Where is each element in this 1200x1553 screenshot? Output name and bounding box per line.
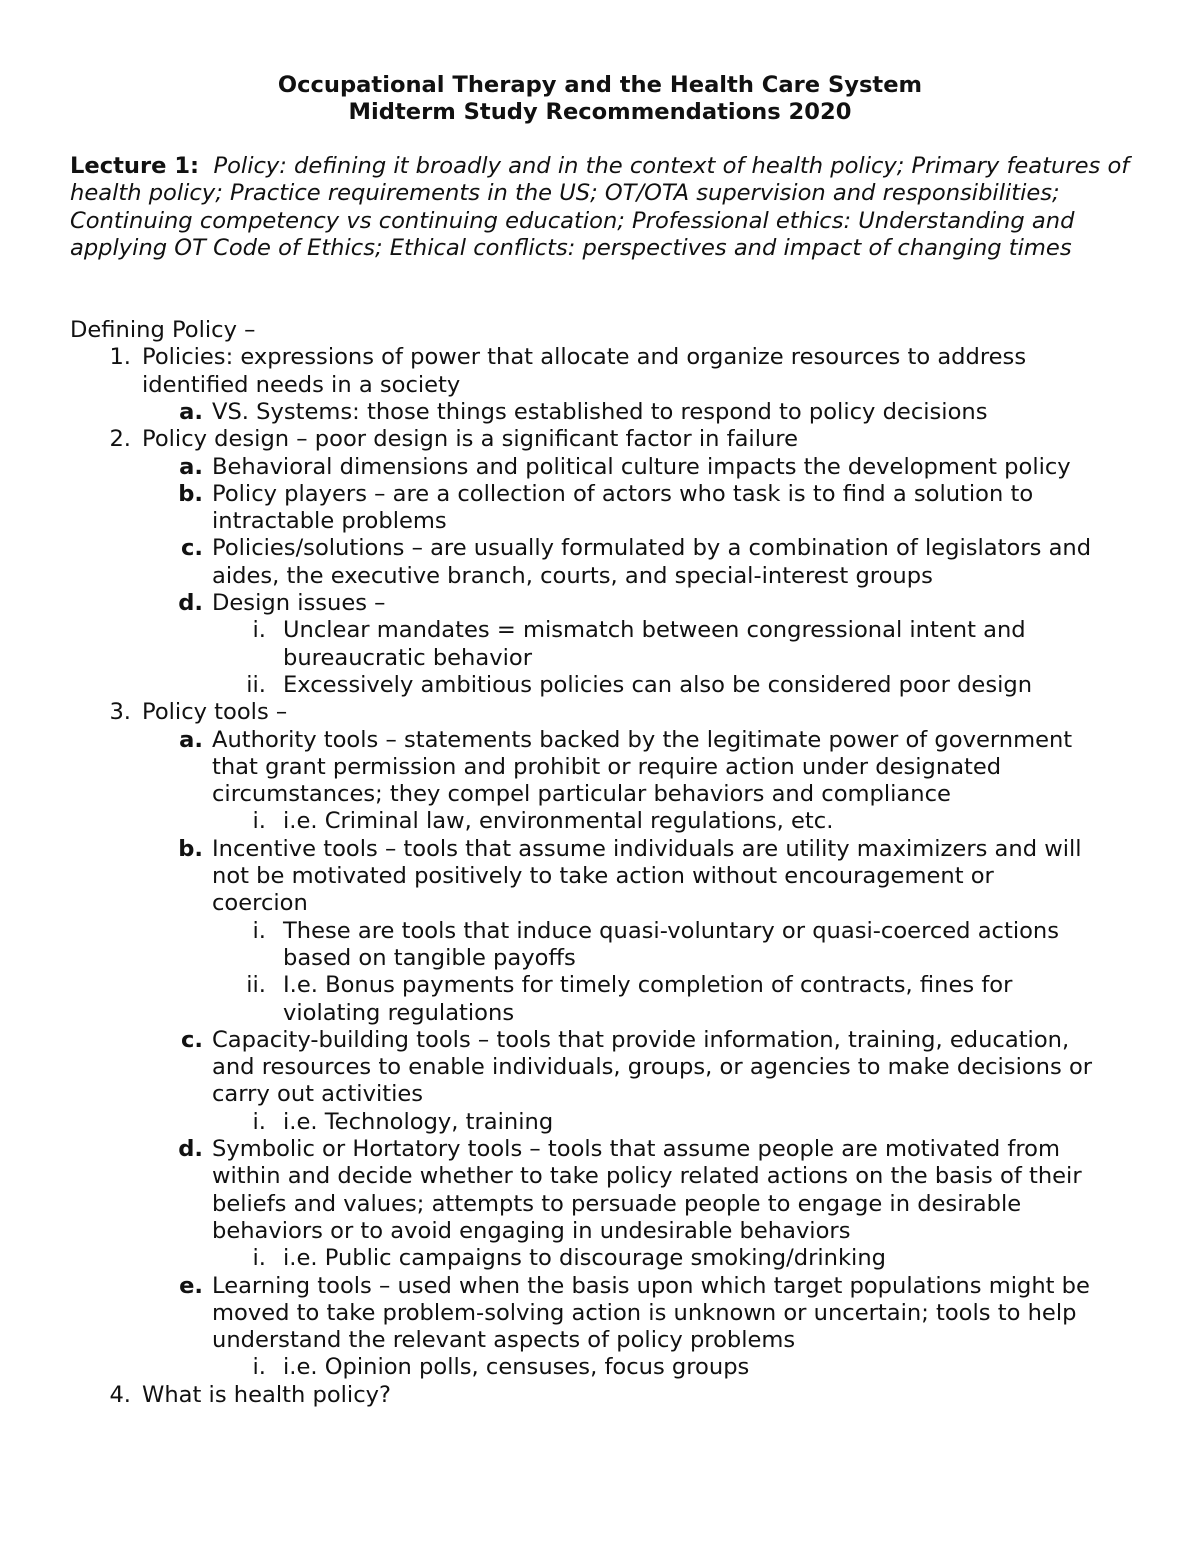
- sublist-item-text: within and decide whether to take policy related actions on the basis of their: [212, 1163, 1082, 1190]
- lecture-summary: [70, 153, 1140, 263]
- sublist-item-letter: c.: [181, 1026, 203, 1053]
- sublist-item-letter: b.: [178, 480, 203, 507]
- list-item-text: Policy tools –: [142, 699, 288, 726]
- subsublist-item-text: i.e. Opinion polls, censuses, focus groups: [283, 1354, 750, 1381]
- list-item-text: Policy design – poor design is a significant factor in failure: [142, 426, 799, 453]
- subsublist-item-text: These are tools that induce quasi-voluntary or quasi-coerced actions: [283, 917, 1060, 944]
- sublist-item-text: coercion: [212, 890, 308, 917]
- sublist-item-text: VS. Systems: those things established to respond to policy decisions: [212, 398, 988, 425]
- sublist-item-text: Learning tools – used when the basis upon which target populations might be: [212, 1272, 1090, 1299]
- subsublist-item-text: i.e. Technology, training: [283, 1108, 554, 1135]
- subsublist-item-numeral: i.: [252, 1108, 266, 1135]
- sublist-item-text: carry out activities: [212, 1081, 424, 1108]
- sublist-item-letter: a.: [179, 398, 203, 425]
- list-item-number: 4.: [109, 1381, 131, 1408]
- sublist-item-text: understand the relevant aspects of policy problems: [212, 1327, 796, 1354]
- sublist-item-text: Symbolic or Hortatory tools – tools that assume people are motivated from: [212, 1136, 1061, 1162]
- sublist-item-text: not be motivated positively to take action without encouragement or: [212, 863, 994, 889]
- subsublist-item-numeral: ii.: [246, 671, 266, 698]
- sublist-item-text: Behavioral dimensions and political culture impacts the development policy: [212, 453, 1071, 480]
- sublist-item-letter: c.: [181, 535, 203, 562]
- subsublist-item-text: i.e. Public campaigns to discourage smoking/drinking: [283, 1245, 886, 1272]
- subsublist-item-text: Excessively ambitious policies can also be considered poor design: [283, 671, 1033, 698]
- subsublist-item-numeral: i.: [252, 808, 266, 835]
- sublist-item-text: Authority tools – statements backed by the legitimate power of government: [212, 726, 1073, 753]
- sublist-item-text: Capacity-building tools – tools that provide information, training, education,: [212, 1026, 1070, 1053]
- subsublist-item-numeral: i.: [252, 617, 266, 644]
- sublist-item-letter: b.: [178, 835, 203, 862]
- subsublist-item-numeral: i.: [252, 1354, 266, 1381]
- sublist-item-text: Incentive tools – tools that assume individuals are utility maximizers and will: [212, 835, 1082, 862]
- sublist-item-text: circumstances; they compel particular behaviors and compliance: [212, 781, 951, 808]
- subsublist-item-text: Unclear mandates = mismatch between congressional intent and: [283, 617, 1026, 644]
- section-heading: Defining Policy –: [70, 317, 256, 343]
- list-item-number: 1.: [109, 344, 131, 371]
- list-item-text: Policies: expressions of power that allocate and organize resources to address: [142, 344, 1027, 371]
- sublist-item-text: moved to take problem-solving action is unknown or uncertain; tools to help: [212, 1299, 1077, 1326]
- subsublist-item-numeral: i.: [252, 1245, 266, 1272]
- sublist-item-text: that grant permission and prohibit or require action under designated: [212, 753, 1002, 780]
- sublist-item-letter: a.: [179, 453, 203, 480]
- subsublist-item-text: based on tangible payoffs: [283, 944, 576, 971]
- sublist-item-letter: d.: [178, 1136, 203, 1162]
- sublist-item-letter: e.: [179, 1272, 203, 1299]
- document-subtitle: Midterm Study Recommendations 2020: [348, 99, 852, 125]
- sublist-item-text: and resources to enable individuals, groups, or agencies to make decisions or: [212, 1054, 1093, 1081]
- lecture-topics: Policy: defining it broadly and in the context of health policy; Primary features of health policy; Practice requirements in the US; OT/OTA supervision and responsibilities; Continuing competency vs continuing education; Professional ethics: Understanding and applying OT Code of Ethics; Ethical conflicts: perspectives and impact of changing times: [70, 153, 1130, 262]
- lecture-label: Lecture 1:: [70, 153, 200, 179]
- sublist-item-text: beliefs and values; attempts to persuade people to engage in desirable: [212, 1190, 1022, 1217]
- list-item-text: identified needs in a society: [142, 371, 461, 398]
- sublist-item-letter: a.: [179, 726, 203, 753]
- sublist-item-text: Policy players – are a collection of actors who task is to find a solution to: [212, 480, 1034, 507]
- sublist-item-text: Policies/solutions – are usually formulated by a combination of legislators and: [212, 535, 1092, 562]
- subsublist-item-text: violating regulations: [283, 999, 515, 1026]
- sublist-item-letter: d.: [178, 590, 203, 616]
- sublist-item-text: aides, the executive branch, courts, and special-interest groups: [212, 562, 933, 589]
- subsublist-item-text: I.e. Bonus payments for timely completion of contracts, fines for: [283, 972, 1013, 999]
- subsublist-item-text: bureaucratic behavior: [283, 644, 532, 671]
- sublist-item-text: Design issues –: [212, 590, 386, 616]
- subsublist-item-text: i.e. Criminal law, environmental regulations, etc.: [283, 808, 834, 835]
- list-item-text: What is health policy?: [142, 1381, 391, 1408]
- sublist-item-text: intractable problems: [212, 508, 447, 535]
- list-item-number: 2.: [109, 426, 131, 453]
- document-title: Occupational Therapy and the Health Care System: [277, 72, 923, 98]
- sublist-item-text: behaviors or to avoid engaging in undesirable behaviors: [212, 1217, 851, 1244]
- subsublist-item-numeral: i.: [252, 917, 266, 944]
- list-item-number: 3.: [109, 699, 131, 726]
- subsublist-item-numeral: ii.: [246, 972, 266, 999]
